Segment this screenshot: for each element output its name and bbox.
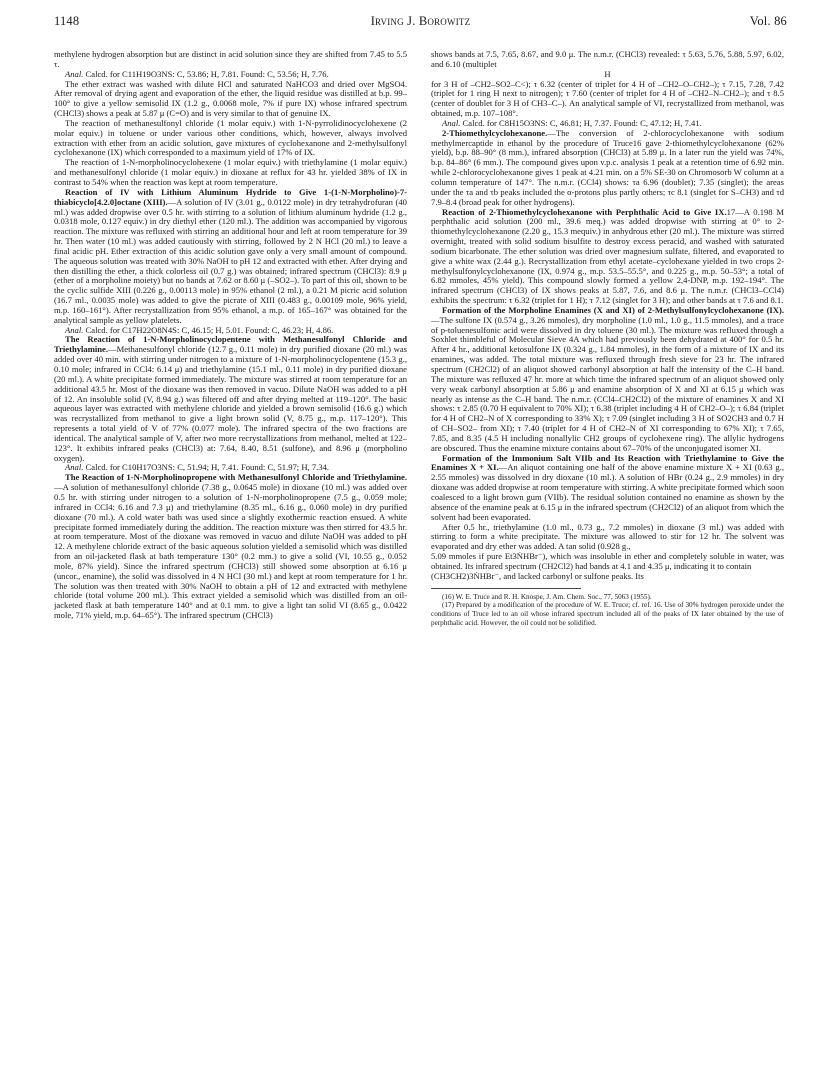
section-heading: Reaction of IV with Lithium Aluminum Hydride to Give 1-(1-N-Morpholino)-7-thiabicyclo[4.2.0]octane (XIII). <box>54 186 407 207</box>
analysis-paragraph: Anal. Calcd. for C17H22O8N4S: C, 46.15; H, 5.01. Found: C, 46.23; H, 4.86. <box>65 324 334 335</box>
right-column <box>431 50 784 1062</box>
paragraph: The ether extract was washed with dilute HCl and saturated NaHCO3 and dried over MgSO4. After removal of drying agent and evaporation of the ether, the liquid residue was distilled at b.p. 99–100° to give a yellow semisolid IX (1.2 g., 0.0068 mole, 7% if pure IX) whose infrared spectrum (CHCl3) shows a peak at 5.87 μ (C=O) and is very similar to that of genuine IX. <box>54 78 407 119</box>
paragraph: 5.09 mmoles if pure Et3ṄHBr⁻), which was insoluble in ether and completely soluble in water, was obtained. Its infrared spectrum (CH2Cl2) had bands at 4.1 and 4.35 μ, indicating it to contain <box>431 551 784 571</box>
footnote-rule <box>431 588 581 589</box>
paragraph: (CH3CH2)3ṄHBr⁻, and lacked carbonyl or sulfone peaks. Its <box>431 570 644 581</box>
left-column <box>54 50 407 1062</box>
section-paragraph: Reaction of IV with Lithium Aluminum Hydride to Give 1-(1-N-Morpholino)-7-thiabicyclo[4.2.0]octane (XIII).—A solution of IV (3.01 g., 0.0122 mole) in dry tetrahydrofuran (40 ml.) was added dropwise over 0.5 hr. with stirring to a solution of lithium aluminum hydride (1.2 g., 0.0318 mole, 0.127 equiv.) in dry diethyl ether (120 ml.). The addition was accompanied by vigorous reaction. The mixture was refluxed with stirring an additional hour and left at room temperature for 39 hr. Then water (10 ml.) was added cautiously with stirring, followed by 2 N HCl (20 ml.) to leave a final acidic pH. Ether extraction of this acidic solution gave only a very small amount of compound. The aqueous solution was treated with 30% NaOH to pH 12 and extracted with ether. After drying and then distilling the ether, a thick colorless oil (0.7 g.) was obtained; infrared spectrum (CHCl3): 8.9 μ (ether of a morpholine moiety) but no bands at 7.62 or 8.60 μ (–SO2–). To part of this oil, shown to be the cyclic sulfide XIII (0.226 g., 0.00113 mole) in 95% ethanol (2 ml.), a 0.21 M picric acid solution (16.7 ml., 0.0035 mole) was added to give the picrate of XIII (0.483 g., 0.00109 mole, 96% yield, m.p. 160–161°). After recrystallization from 95% ethanol, a m.p. of 165–167° was obtained for the analytical sample as yellow platelets. <box>54 186 407 325</box>
paragraph: for 3 H of –CH2–SO2–C<); τ 6.32 (center of triplet for 4 H of –CH2–O–CH2–); τ 7.15, 7.28, 7.42 (triplet for 1 ring H next to nitrogen); τ 7.60 (center of triplet for 4 H of –CH2–N–CH2–); and τ 8.5 (center of doublet for 3 H of CH3–C–). An analytical sample of VI, recrystallized from methanol, was obtained, m.p. 107–108°. <box>431 78 784 119</box>
section-paragraph: 2-Thiomethylcyclohexanone.—The conversion of 2-chlorocyclohexanone with sodium methylmercaptide in ethanol by the procedure of Truce16 gave 2-thiomethylcyclohexanone (62% yield), b.p. 88–90° (8 mm.), infrared absorption (CHCl3) at 5.89 μ. In a later run the yield was 74%, b.p. 84–86° (6 mm.). The compound gives upon v.p.c. analysis 1 peak at a retention time of 6.92 min. while 2-chlorocyclohexanone gives 1 peak at 4.21 min. on a 5% SE-30 on Chromosorb W column at a column temperature of 147°. The n.m.r. (CCl4) shows: τa 6.96 (doublet); 7.35 (singlet); the areas under the τa and τb peaks included the α-protons plus partly others; τc 8.1 (singlet for S–CH3) and τd 7.9–8.4 (broad peak for other hydrogens). <box>431 127 784 207</box>
analysis-paragraph: Anal. Calcd. for C11H19O3NS: C, 53.86; H, 7.81. Found: C, 53.56; H, 7.76. <box>65 68 329 79</box>
footnote-17: (17) Prepared by a modification of the procedure of W. E. Truce; cf. ref. 16. Use of 30% hydrogen peroxide under the conditions of Truce led to an oil whose infrared spectrum included all of the peaks of IX later obtained by the use of perphthalic acid. However, the oil could not be solidified. <box>431 601 784 627</box>
paragraph: methylene hydrogen absorption but are distinct in acid solution since they are shifted from 7.45 to 5.5 τ. <box>54 50 407 69</box>
section-paragraph: Formation of the Immonium Salt VIIb and Its Reaction with Triethylamine to Give the Enamines X + XI.—An aliquot containing one half of the above enamine mixture X + XI (0.63 g., 2.55 mmoles) was dissolved in dry dioxane (10 ml.). A solution of HBr (0.24 g., 2.9 mmoles) in dry dioxane was added dropwise at room temperature with stirring. A white precipitate formed which soon coalesced to a light brown gum (VIIb). The residual solution contained no enamine as shown by the absence of the enamine peak at 6.15 μ in the infrared spectrum (CH2Cl2) of an aliquot from which the solvent had been evaporated. <box>431 452 784 522</box>
section-paragraph: Formation of the Morpholine Enamines (X and XI) of 2-Methylsulfonylcyclohexanone (IX).—The sulfone IX (0.574 g., 3.26 mmoles), dry morpholine (1.0 ml., 1.0 g., 11.5 mmoles), and a trace of p-toluenesulfonic acid were dissolved in dry toluene (30 ml.). The mixture was refluxed through a Soxhlet thimbleful of Molecular Sieve 4A which had previously been dehydrated at 400° for 0.5 hr. After 4 hr., additional ketosulfone IX (0.324 g., 1.84 mmoles), in the form of a mixture of IX and its enamines, was added. The total mixture was refluxed through fresh sieve for 23 hr. The infrared spectrum (CH2Cl2) of an aliquot showed carbonyl absorption at half the intensity of the C–H band. The mixture was refluxed 47 hr. more at which time the infrared spectrum of an aliquot showed only very weak carbonyl absorption at 5.86 μ and enamine absorption of X and XI at 6.15 μ which was nearly as intense as the C–H band. The n.m.r. (CCl4–CH2Cl2) of the mixture of enamines X and XI shows: τ 2.85 (0.70 H equivalent to 70% XI); τ 6.38 (triplet including 4 H of CH2–O–); τ 6.84 (triplet for 4 H of CH2–N of X corresponding to 33% X); τ 7.09 (singlet including 3 H of SO2CH3 and 0.7 H of CH–SO2– from XI); τ 7.40 (triplet for 4 H of CH2–N of XI corresponding to 67% XI); τ 7.65, 7.85, and 8.35 (4.5 H including nonallylic CH2 groups of cyclohexene ring). The allylic hydrogens are obscured. Thus the enamine mixture contains about 67–70% of the unconjugated isomer XI. <box>431 304 784 453</box>
paragraph: shows bands at 7.5, 7.65, 8.67, and 9.0 μ. The n.m.r. (CHCl3) revealed: τ 5.63, 5.76, 5.88, 5.97, 6.02, and 6.10 (multiplet <box>431 50 784 69</box>
section-heading: The Reaction of 1-N-Morpholinopropene with Methanesulfonyl Chloride and Triethylamine. <box>65 472 407 483</box>
page-number: 1148 <box>54 14 80 28</box>
paragraph: After 0.5 hr., triethylamine (1.0 ml., 0.73 g., 7.2 mmoles) in dioxane (3 ml.) was added with stirring to form a white precipitate. The mixture was allowed to stir for 12 hr. The solvent was evaporated and dry ether was added. A tan solid (0.928 g., <box>431 521 784 552</box>
footnote-16: (16) W. E. Truce and R. H. Knospe, J. Am. Chem. Soc., 77, 5063 (1955). <box>442 592 652 601</box>
section-paragraph: The Reaction of 1-N-Morpholinocyclopentene with Methanesulfonyl Chloride and Triethylamine.—Methanesulfonyl chloride (12.7 g., 0.11 mole) in dry purified dioxane (20 ml.) was added over 40 min. with stirring under nitrogen to a mixture of 1-N-morpholinocyclopentene (15.3 g., 0.10 mole; infrared in CCl4: 6.14 μ) and triethylamine (15.1 ml., 0.11 mole) in dry purified dioxane (20 ml.). A white precipitate formed immediately. The mixture was stirred at room temperature for an additional 43.5 hr. Most of the dioxane was then removed in vacuo. Dilute NaOH was added to a pH of 12. An insoluble solid (V, 8.94 g.) was filtered off and after drying melted at 119–120°. The basic aqueous layer was extracted with methylene chloride and yielded a brown semisolid (16.6 g.) which was recrystallized from methanol to give a light brown solid (V, 8.75 g., m.p. 117–120°). This represents a total yield of V of 77% (0.077 mole). The infrared spectra of the two fractions are identical. The analytical sample of V, after two more recrystallizations from methanol, melted at 122–123°. It exhibits infrared peaks (CHCl3) at: 7.64, 8.40, 8.51 (sulfone), and 8.96 μ (morpholino oxygen). <box>54 334 407 463</box>
paragraph: The reaction of methanesulfonyl chloride (1 molar equiv.) with 1-N-pyrrolidinocyclohexene (2 molar equiv.) in toluene or under various other conditions, which, however, always involved extraction with ether from an acidic solution, gave mixtures of cyclohexanone and 2-methylsulfonyl cyclohexanone (IX) which corresponded to a maximum yield of 17% of IX. <box>54 117 407 158</box>
section-paragraph: Reaction of 2-Thiomethylcyclohexanone with Perphthalic Acid to Give IX.17—A 0.198 M perphthalic acid solution (200 ml., 39.6 meq.) was added dropwise with stirring at 0° to 2-thiomethylcyclohexanone (2.20 g., 15.3 mequiv.) in anhydrous ether (20 ml.). The mixture was stirred overnight, treated with solid sodium bisulfite to destroy excess peracid, and washed with saturated sodium bicarbonate. The ether solution was dried over magnesium sulfate, filtered, and evaporated to give a white wax (2.44 g.). Recrystallization from ethyl acetate–cyclohexane yielded in two crops 2-methylsulfonylcyclohexanone (IX, 0.974 g., m.p. 53.5–55.5°, and 0.225 g., m.p. 50–53°; a total of 6.82 mmoles, 45% yield). This compound slowly formed a yellow 2,4-DNP, m.p. 192–194°. The infrared spectrum (CHCl3) of IX shows peaks at 5.87, 7.6, and 8.6 μ. The n.m.r. (CHCl3–CCl4) exhibits the spectrum: τ 6.32 (triplet for 1 H); τ 7.12 (singlet for 3 H); and other bands at τ 7.6 and 8.1. <box>431 206 784 306</box>
section-heading: Reaction of 2-Thiomethylcyclohexanone with Perphthalic Acid to Give IX. <box>442 206 727 217</box>
running-header <box>54 14 787 32</box>
section-heading: The Reaction of 1-N-Morpholinocyclopentene with Methanesulfonyl Chloride and Triethylamine. <box>54 334 407 355</box>
running-author: Irving J. Borowitz <box>370 14 471 28</box>
section-paragraph: The Reaction of 1-N-Morpholinopropene with Methanesulfonyl Chloride and Triethylamine.—A solution of methanesulfonyl chloride (7.38 g., 0.0645 mole) in dioxane (10 ml.) was added over 0.5 hr. with stirring under nitrogen to a solution of 1-N-morpholinopropene (7.5 g., 0.059 mole; infrared in CCl4: 6.16 and 7.3 μ) and triethylamine (8.35 ml., 6.16 g., 0.060 mole) in dry purified dioxane (70 ml.). A cold water bath was used since a slightly exothermic reaction ensued. A white precipitate formed immediately during the addition. The reaction mixture was then stirred for 43.5 hr. at room temperature. Most of the dioxane was removed in vacuo and dilute NaOH was added to pH 12. A methylene chloride extract of the basic aqueous solution yielded a semisolid which was distilled from an oil-jacketed flask at bath temperature 130° (0.2 mm.) to give a solid (VI, 10.55 g., 0.052 mole, 87% yield). Since the infrared spectrum (CHCl3) still showed some absorption at 6.16 μ (uncor., enamine), the solid was dissolved in 4 N HCl (30 ml.) and kept at room temperature for 1 hr. The solution was then treated with 30% NaOH to obtain a pH of 12 and extracted with methylene chloride (total volume 200 ml.). This extract yielded a semisolid which was distilled from an oil-jacketed flask at bath temperature 140° and at 0.1 mm. to give a light tan solid VI (8.65 g., 0.0422 mole, 71% yield, m.p. 64–65°). The infrared spectrum (CHCl3) <box>54 472 407 621</box>
formula-h: H <box>604 68 611 79</box>
paragraph: The reaction of 1-N-morpholinocyclohexene (1 molar equiv.) with triethylamine (1 molar equiv.) and methanesulfonyl chloride (1 molar equiv.) in dioxane at reflux for 43 hr. yielded 38% of IX in contrast to 54% when the reaction was kept at room temperature. <box>54 157 407 187</box>
section-heading: Formation of the Immonium Salt VIIb and Its Reaction with Triethylamine to Give the Enamines X + XI. <box>431 452 784 473</box>
analysis-paragraph: Anal. Calcd. for C10H17O3NS: C, 51.94; H, 7.41. Found: C, 51.97; H, 7.34. <box>65 462 330 473</box>
analysis-paragraph: Anal. Calcd. for C8H15O3NS: C, 46.81; H, 7.37. Found: C, 47.12; H, 7.41. <box>442 117 702 128</box>
section-heading: 2-Thiomethylcyclohexanone. <box>442 127 548 138</box>
section-heading: Formation of the Morpholine Enamines (X and XI) of 2-Methylsulfonylcyclohexanone (IX). <box>442 304 784 315</box>
volume-number: Vol. 86 <box>749 14 787 28</box>
